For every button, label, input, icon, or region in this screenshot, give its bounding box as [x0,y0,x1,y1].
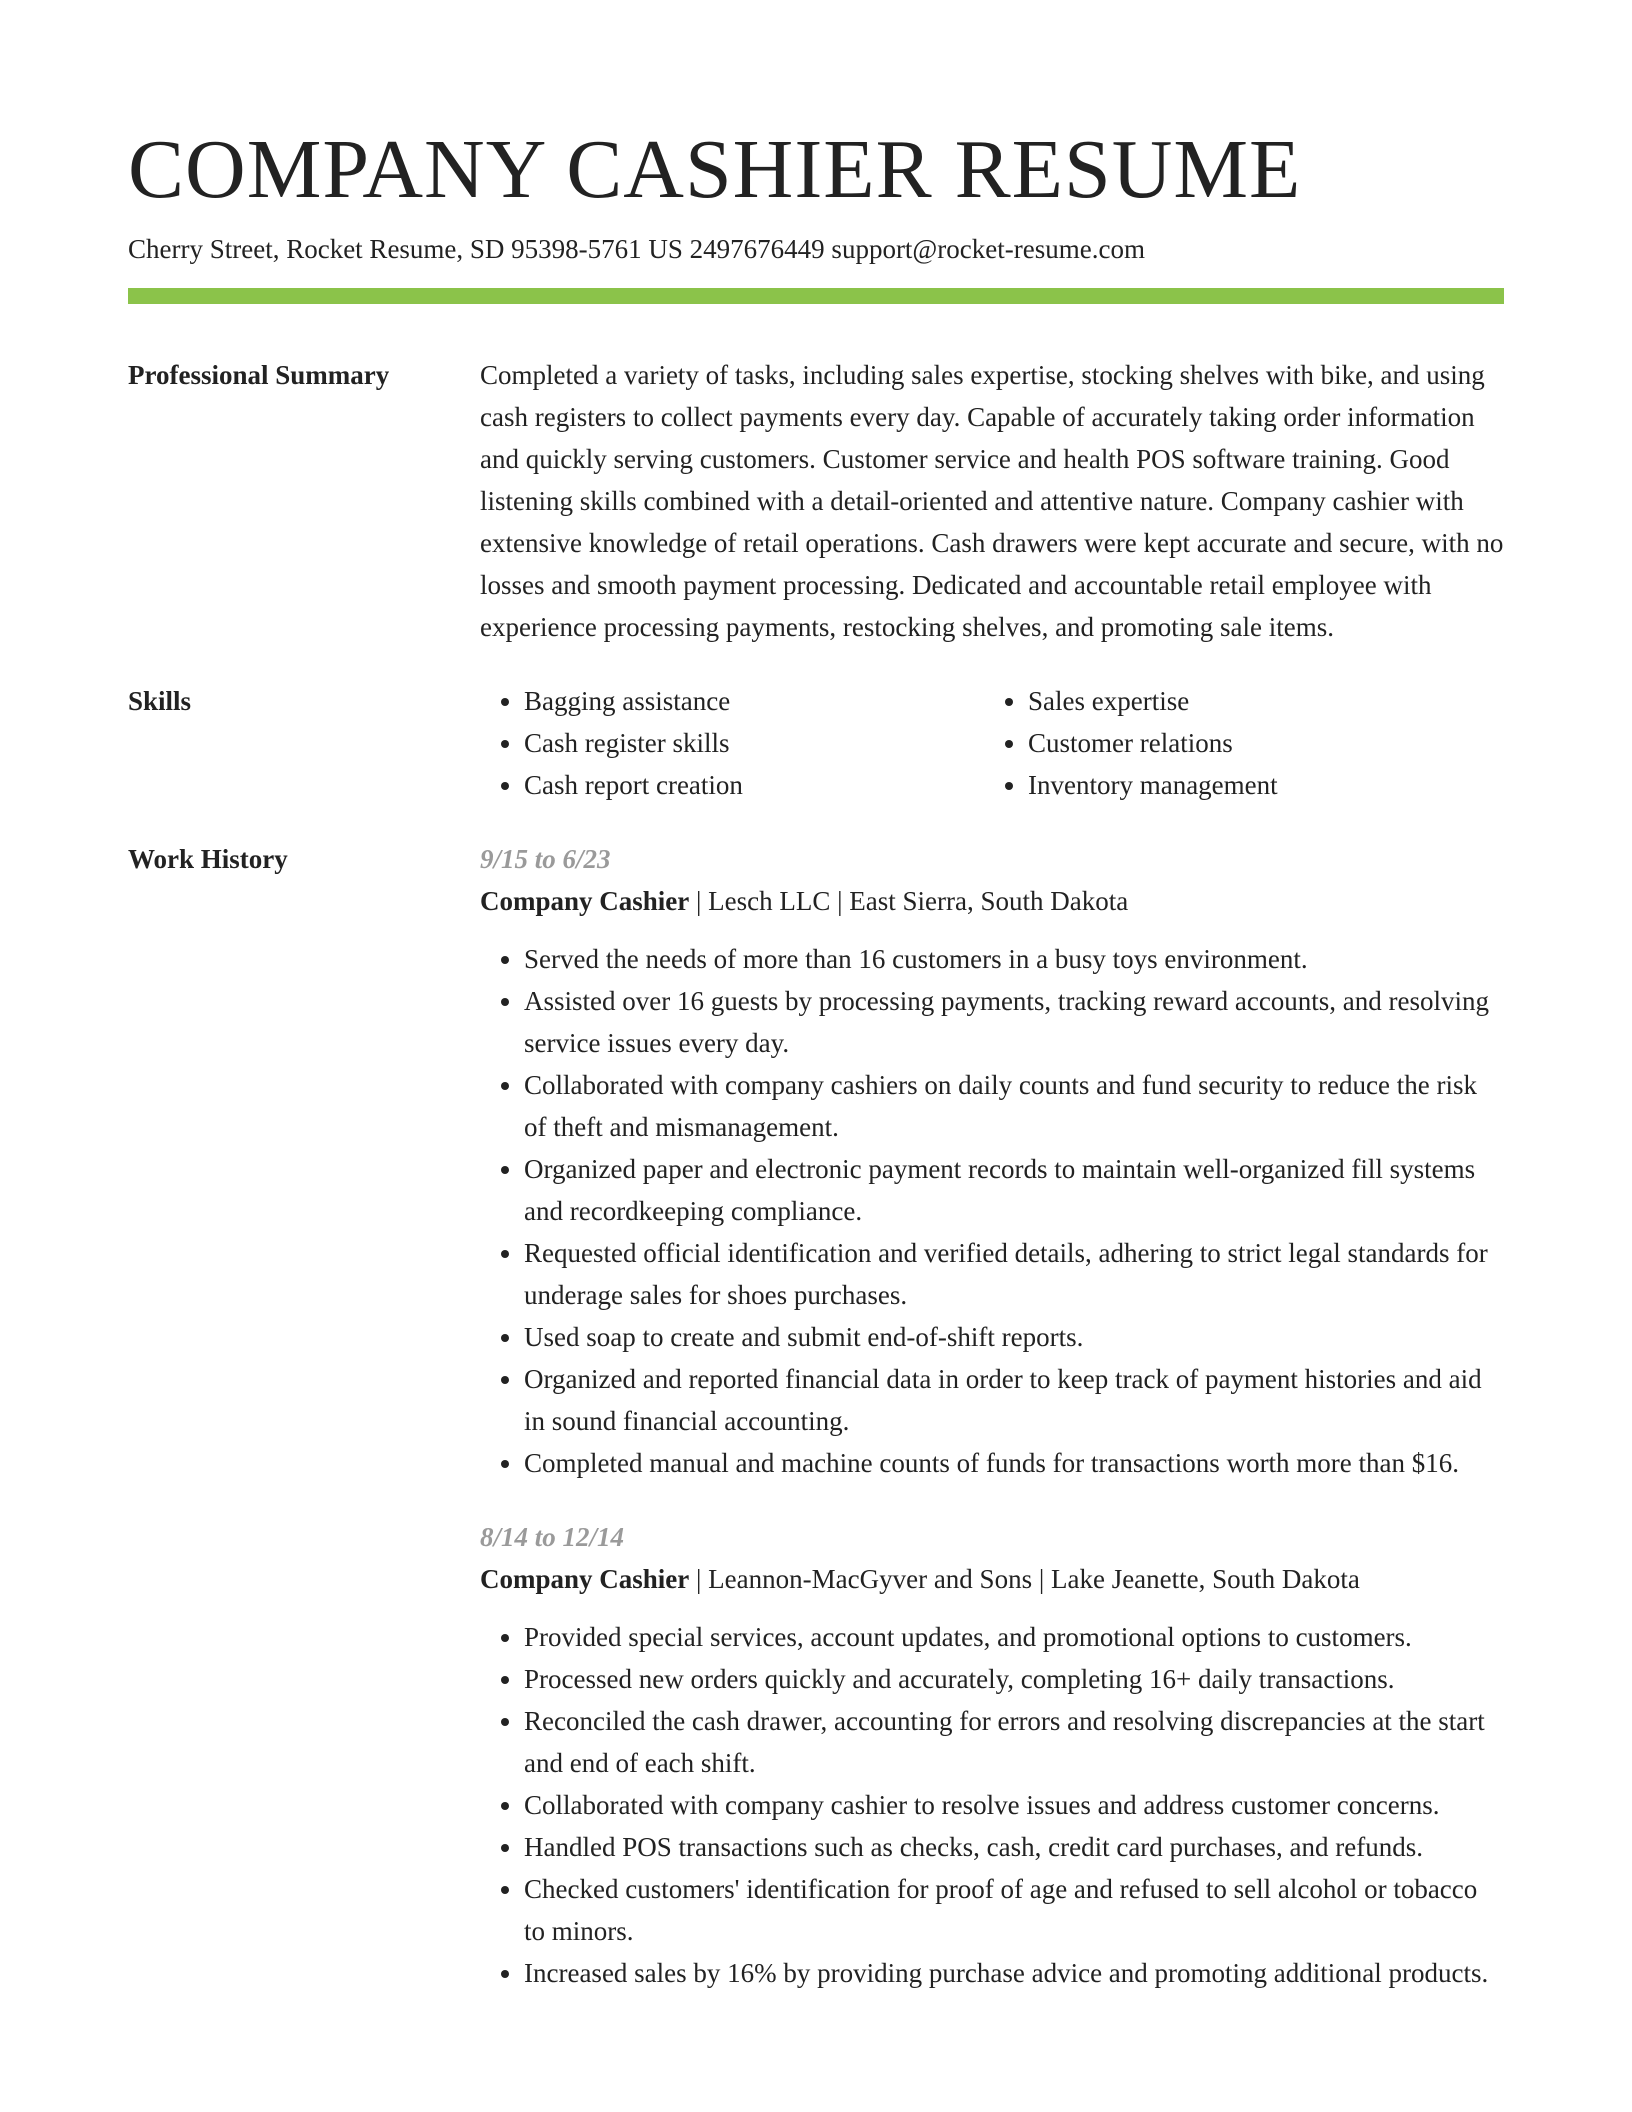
job-dates: 8/14 to 12/14 [480,1522,625,1552]
job-employer-location: | Leannon-MacGyver and Sons | Lake Jeanette, South Dakota [689,1564,1360,1594]
duty-item: • Reconciled the cash drawer, accounting for errors and resolving discrepancies at the start and end of each shift. [524,1700,1504,1784]
duty-item: • Collaborated with company cashier to resolve issues and address customer concerns. [524,1784,1504,1826]
section-label-work: Work History [128,844,288,874]
skill-item: • Cash register skills [524,722,984,764]
skill-item: • Sales expertise [1028,680,1488,722]
resume-page [128,120,1504,1994]
summary-text: Completed a variety of tasks, including sales expertise, stocking shelves with bike, and using cash registers to collect payments every day. Capable of accurately taking order information and quickly serving customers. Customer service and health POS software training. Good listening skills combined with a detail-oriented and attentive nature. Company cashier with extensive knowledge of retail operations. Cash drawers were kept accurate and secure, with no losses and smooth payment processing. Dedicated and accountable retail employee with experience processing payments, restocking shelves, and promoting sale items. [480,360,1504,642]
work-history-body [480,838,1504,1994]
duty-item: • Requested official identification and verified details, adhering to strict legal standards for underage sales for shoes purchases. [524,1232,1504,1316]
duty-item: • Used soap to create and submit end-of-shift reports. [524,1316,1504,1358]
job-entry [480,838,1504,1484]
skill-item: • Customer relations [1028,722,1488,764]
skill-item: • Cash report creation [524,764,984,806]
job-entry [480,1516,1504,1994]
skills-column-right [984,680,1488,806]
job-heading [480,1558,1504,1600]
section-label-summary: Professional Summary [128,360,390,390]
duty-item: • Collaborated with company cashiers on daily counts and fund security to reduce the risk of theft and mismanagement. [524,1064,1504,1148]
duty-item: • Completed manual and machine counts of funds for transactions worth more than $16. [524,1442,1504,1484]
skill-item: • Inventory management [1028,764,1488,806]
duty-item: • Served the needs of more than 16 customers in a busy toys environment. [524,938,1504,980]
section-label-skills: Skills [128,686,192,716]
resume-title: COMPANY CASHIER RESUME [128,123,1302,216]
duty-item: • Organized and reported financial data in order to keep track of payment histories and aid in sound financial accounting. [524,1358,1504,1442]
skill-item: • Bagging assistance [524,680,984,722]
duty-item: • Assisted over 16 guests by processing payments, tracking reward accounts, and resolving service issues every day. [524,980,1504,1064]
job-title: Company Cashier [480,886,690,916]
duty-item: • Organized paper and electronic payment records to maintain well-organized fill systems and recordkeeping compliance. [524,1148,1504,1232]
job-employer-location: | Lesch LLC | East Sierra, South Dakota [689,886,1129,916]
duty-item: • Handled POS transactions such as checks, cash, credit card purchases, and refunds. [524,1826,1504,1868]
skills-grid [480,680,1504,806]
job-heading [480,880,1504,922]
job-duties [480,938,1504,1484]
professional-summary-section [128,354,1504,648]
job-duties [480,1616,1504,1994]
skills-section [128,680,1504,806]
job-title: Company Cashier [480,1564,690,1594]
contact-info: Cherry Street, Rocket Resume, SD 95398-5761 US 2497676449 support@rocket-resume.com [128,234,1145,264]
duty-item: • Provided special services, account updates, and promotional options to customers. [524,1616,1504,1658]
duty-item: • Increased sales by 16% by providing purchase advice and promoting additional products. [524,1952,1504,1994]
accent-divider [128,288,1504,304]
work-history-section [128,838,1504,1994]
duty-item: • Processed new orders quickly and accurately, completing 16+ daily transactions. [524,1658,1504,1700]
duty-item: • Checked customers' identification for proof of age and refused to sell alcohol or tobacco to minors. [524,1868,1504,1952]
job-dates: 9/15 to 6/23 [480,844,611,874]
skills-column-left [480,680,984,806]
